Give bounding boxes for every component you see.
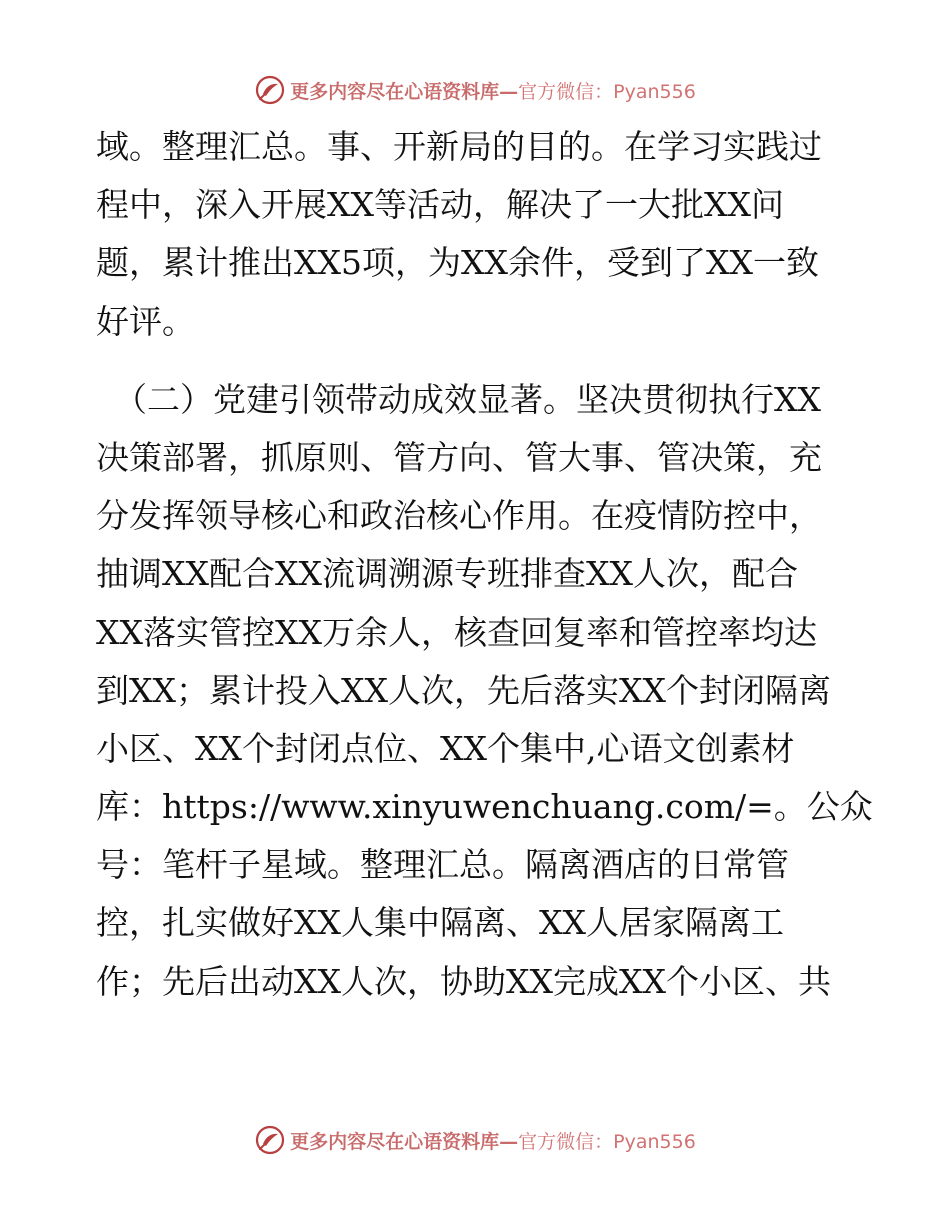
text-line: 小区、XX个封闭点位、XX个集中,心语文创素材 <box>96 728 795 768</box>
text-line: 到XX；累计投入XX人次，先后落实XX个封闭隔离 <box>96 670 831 710</box>
footer-watermark-text: 更多内容尽在心语资料库—官方微信：Pyan556 <box>290 1130 696 1153</box>
watermark-logo-icon <box>254 74 286 106</box>
paragraph-1 <box>96 118 866 351</box>
footer-watermark-banner <box>0 1120 950 1160</box>
text-line: 题，累计推出XX5项，为XX余件，受到了XX一致 <box>96 243 819 283</box>
text-line: 好评。 <box>96 301 195 341</box>
text-line: 程中，深入开展XX等活动，解决了一大批XX问 <box>96 185 784 225</box>
text-line: XX落实管控XX万余人，核查回复率和管控率均达 <box>96 612 817 652</box>
text-line: （二）党建引领带动成效显著。坚决贯彻执行XX <box>114 379 821 419</box>
text-line: 域。整理汇总。事、开新局的目的。在学习实践过 <box>96 127 822 166</box>
text-line: 分发挥领导核心和政治核心作用。在疫情防控中， <box>96 496 822 536</box>
text-line: 决策部署，抓原则、管方向、管大事、管决策，充 <box>96 437 822 477</box>
header-watermark-text: 更多内容尽在心语资料库—官方微信：Pyan556 <box>290 80 696 103</box>
text-line: 库：https://www.xinyuwenchuang.com/=。公众 <box>96 787 873 827</box>
header-watermark-banner <box>0 70 950 110</box>
document-body <box>96 118 873 1011</box>
text-line: 作；先后出动XX人次，协助XX完成XX个小区、共 <box>96 961 831 1001</box>
paragraph-2 <box>96 371 873 1011</box>
text-line: 抽调XX配合XX流调溯源专班排查XX人次，配合 <box>96 554 798 594</box>
text-line: 控，扎实做好XX人集中隔离、XX人居家隔离工 <box>96 903 784 943</box>
text-line: 号：笔杆子星域。整理汇总。隔离酒店的日常管 <box>96 845 789 885</box>
watermark-logo-icon <box>254 1124 286 1156</box>
